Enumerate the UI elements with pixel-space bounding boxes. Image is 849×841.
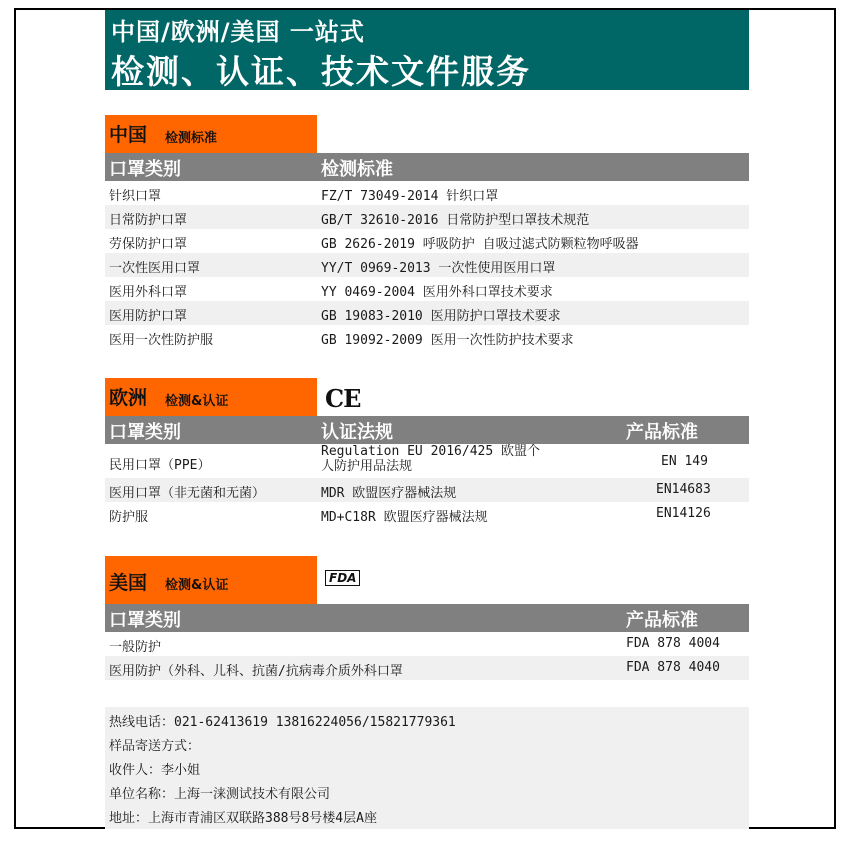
china-column-header [105,153,749,181]
europe-region-label: 欧洲 [109,387,148,409]
europe-sub-label: 检测&认证 [165,394,229,409]
europe-column-header [105,416,749,444]
table-row [105,301,749,325]
cell-regulation: MD+C18R 欧盟医疗器械法规 [321,510,488,525]
column-header-product-standard: 产品标准 [626,610,698,631]
cell-category: 日常防护口罩 [109,213,188,228]
sample-shipping-text: 样品寄送方式： [109,739,201,754]
cell-category: 医用口罩（非无菌和无菌） [109,486,266,501]
cell-category: 民用口罩（PPE） [109,458,211,473]
europe-section-header [105,378,749,416]
cell-standard: GB 19092-2009 医用一次性防护技术要求 [321,333,574,348]
title-banner [105,10,749,90]
europe-section [105,378,749,526]
cell-standard: GB 19083-2010 医用防护口罩技术要求 [321,309,561,324]
cell-category: 医用一次性防护服 [109,333,214,348]
cell-category: 一次性医用口罩 [109,261,201,276]
cell-standard: GB/T 32610-2016 日常防护型口罩技术规范 [321,213,590,228]
cell-product-standard: FDA 878 4040 [626,660,720,675]
cell-category: 医用防护口罩 [109,309,188,324]
china-sub-label: 检测标准 [165,131,218,146]
table-row [105,229,749,253]
usa-tag [105,556,317,604]
usa-section-header [105,556,749,604]
table-row [105,502,749,526]
cell-regulation: MDR 欧盟医疗器械法规 [321,486,457,501]
column-header-category: 口罩类别 [109,159,181,180]
company-text: 单位名称：上海一涞测试技术有限公司 [109,787,331,802]
table-row [105,325,749,349]
cell-standard: FZ/T 73049-2014 针织口罩 [321,189,499,204]
column-header-regulation: 认证法规 [321,422,393,443]
china-tag [105,115,317,153]
column-header-category: 口罩类别 [109,610,181,631]
usa-section [105,556,749,680]
usa-column-header [105,604,749,632]
table-row [105,478,749,502]
banner-line-2: 检测、认证、技术文件服务 [111,52,531,91]
usa-region-label: 美国 [109,572,148,594]
banner-line-1: 中国/欧洲/美国 一站式 [111,18,365,46]
usa-sub-label: 检测&认证 [165,578,229,593]
cell-category: 医用防护（外科、儿科、抗菌/抗病毒介质外科口罩 [109,664,403,679]
table-row [105,253,749,277]
flyer [105,10,749,826]
column-header-product-standard: 产品标准 [626,422,698,443]
europe-tag [105,378,317,416]
china-section-header [105,115,749,153]
contact-block [105,707,749,829]
cell-standard: YY 0469-2004 医用外科口罩技术要求 [321,285,553,300]
china-section [105,115,749,349]
hotline-text: 热线电话：021-62413619 13816224056/15821779361 [109,715,456,730]
cell-category: 医用外科口罩 [109,285,188,300]
address-text: 地址：上海市青浦区双联路388号8号楼4层A座 [109,811,377,826]
cell-standard: GB 2626-2019 呼吸防护 自吸过滤式防颗粒物呼吸器 [321,237,639,252]
ce-mark-icon: CE [325,384,361,413]
cell-category: 劳保防护口罩 [109,237,188,252]
fda-logo-icon: FDA [325,570,360,586]
table-row [105,656,749,680]
cell-product-standard: FDA 878 4004 [626,636,720,651]
table-row [105,632,749,656]
table-row [105,205,749,229]
recipient-text: 收件人：李小姐 [109,763,201,778]
cell-category: 防护服 [109,510,149,525]
column-header-category: 口罩类别 [109,422,181,443]
cell-regulation: Regulation EU 2016/425 欧盟个人防护用品法规 [321,444,541,474]
table-row [105,277,749,301]
cell-product-standard: EN14683 [656,482,711,497]
table-row [105,444,749,478]
column-header-standard: 检测标准 [321,159,393,180]
table-row [105,181,749,205]
cell-category: 一般防护 [109,640,162,655]
cell-product-standard: EN14126 [656,506,711,521]
cell-product-standard: EN 149 [661,454,708,469]
china-region-label: 中国 [109,124,148,146]
cell-category: 针织口罩 [109,189,162,204]
cell-standard: YY/T 0969-2013 一次性使用医用口罩 [321,261,556,276]
